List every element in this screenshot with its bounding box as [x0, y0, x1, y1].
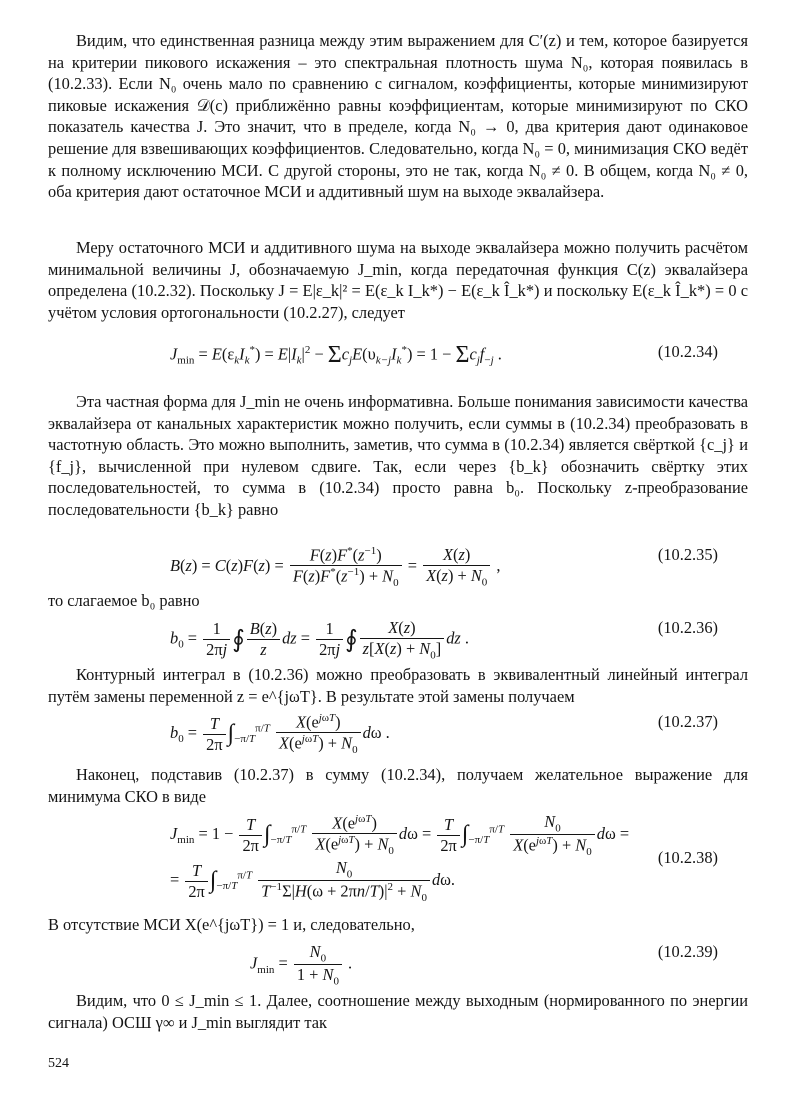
paragraph-5: Контурный интеграл в (10.2.36) можно преобразовать в эквивалентный линейный интеграл путём замены переменной z = e^{jωT}. В результате этой замены получаем — [48, 665, 748, 706]
equation-10-2-34-number: (10.2.34) — [657, 342, 718, 361]
paragraph-8: Видим, что 0 ≤ J_min ≤ 1. Далее, соотношение между выходным (нормированного по энергии сигнала) ОСШ γ∞ и J_min выглядит так — [48, 991, 748, 1032]
equation-10-2-38-body: $J_{min} = 1$ − $\frac{T}{2\pi}$ $\int_{-\pi/T}^{\pi/T}$ $\frac{X(e^{j\omega T})}{X(e^{j\omega T}) + N_0}$ dω = $\frac{T}{2\pi}$ $\int_{-\pi/T}^{\pi/T}$ $\frac{N_0}{X(e^{j\omega T}) + N_0}$ dω = = $\frac{T}{2\pi}$ $\int_{-\pi/T}^{\pi/T}$ $\frac{N_0}{T^{-1}\Sigma|H(\omega + 2\pi n/T)|^2 + N_0}$ dω. — [170, 812, 630, 905]
equation-10-2-36-body: $b_0$ = $\frac{1}{2\pi j}$ ∮ $\frac{B(z)}{z}$ dz = $\frac{1}{2\pi j}$ ∮ $\frac{X(z)}{z[X(z) + N_0]}$ dz . — [170, 618, 469, 662]
equation-10-2-34 — [170, 342, 730, 382]
paragraph-2: Меру остаточного МСИ и аддитивного шума на выходе эквалайзера можно получить расчётом минимальной величины J, обозначаемую J_min, когда передаточная функция C(z) эквалайзера определена (10.2.32). Поскольку J = E|ε_k|² = E(ε_k I_k*) − E(ε_k Î_k*) и поскольку E(ε_k Î_k*) = 0 с учётом условия ортогональности (10.2.27), следует — [48, 238, 748, 322]
paragraph-4: то слагаемое b₀ равно — [48, 591, 200, 610]
equation-10-2-34-body: $J_{min} = E(\varepsilon_kI_k^*) = E|I_k|^2 - \Sigma c_jE(\upsilon_{k-j}I_k^*) = 1 - \Sigma c_jf_{-j}$ . — [170, 342, 502, 368]
equation-10-2-37-number: (10.2.37) — [657, 712, 718, 731]
paragraph-3: Эта частная форма для J_min не очень информативна. Больше понимания зависимости качества эквалайзера от канальных характеристик можно получить, если суммы в (10.2.34) преобразовать в частотную область. Это можно выполнить, заметив, что сумма в (10.2.34) является свёрткой {c_j} и {f_j}, вычисленной при нулевом сдвиге. Так, если через {b_k} обозначить свёртку этих последовательностей, то сумма в (10.2.34) просто равна b₀. Поскольку z-преобразование последовательности {b_k} равно — [48, 392, 748, 519]
equation-10-2-35-number: (10.2.35) — [657, 545, 718, 564]
equation-10-2-38 — [170, 812, 730, 912]
equation-10-2-35-body: B(z) = C(z)F(z) = $\frac{F(z)F^*(z^{-1})}{F(z)F^*(z^{-1}) + N_0}$ = $\frac{X(z)}{X(z) + N_0}$ , — [170, 545, 501, 590]
equation-10-2-39 — [170, 942, 730, 988]
equation-10-2-38-number: (10.2.38) — [657, 848, 718, 867]
equation-10-2-36 — [170, 618, 730, 662]
equation-10-2-37-body: $b_0$ = $\frac{T}{2\pi}$ $\int_{-\pi/T}^{\pi/T}$ $\frac{X(e^{j\omega T})}{X(e^{j\omega T}) + N_0}$ dω . — [170, 712, 390, 757]
equation-10-2-39-number: (10.2.39) — [657, 942, 718, 961]
equation-10-2-36-number: (10.2.36) — [657, 618, 718, 637]
equation-10-2-37 — [170, 712, 730, 757]
equation-10-2-35 — [170, 545, 730, 590]
paragraph-1: Видим, что единственная разница между этим выражением для C′(z) и тем, которое базируется на критерии пикового искажения – это спектральная плотность шума N₀, которая появилась в (10.2.33). Если N₀ очень мало по сравнению с сигналом, коэффициенты, которые минимизируют пиковые искажения 𝒟(c) приближённо равны коэффициентам, которые минимизируют по СКО показатель качества J. Это значит, что в пределе, когда N₀ → 0, два критерия дают одинаковое решение для взвешивающих коэффициентов. Следовательно, когда N₀ = 0, минимизация СКО ведёт к полному исключению МСИ. С другой стороны, это не так, когда N₀ ≠ 0. В общем, когда N₀ ≠ 0, оба критерия дают остаточное МСИ и аддитивный шум на выходе эквалайзера. — [48, 31, 748, 202]
paragraph-6: Наконец, подставив (10.2.37) в сумму (10.2.34), получаем желательное выражение для минимума СКО в виде — [48, 765, 748, 806]
equation-10-2-39-body: $J_{min}$ = $\frac{N_0}{1 + N_0}$ . — [250, 942, 353, 988]
paragraph-7: В отсутствие МСИ X(e^{jωT}) = 1 и, следовательно, — [48, 915, 415, 934]
page-number: 524 — [48, 1056, 69, 1071]
